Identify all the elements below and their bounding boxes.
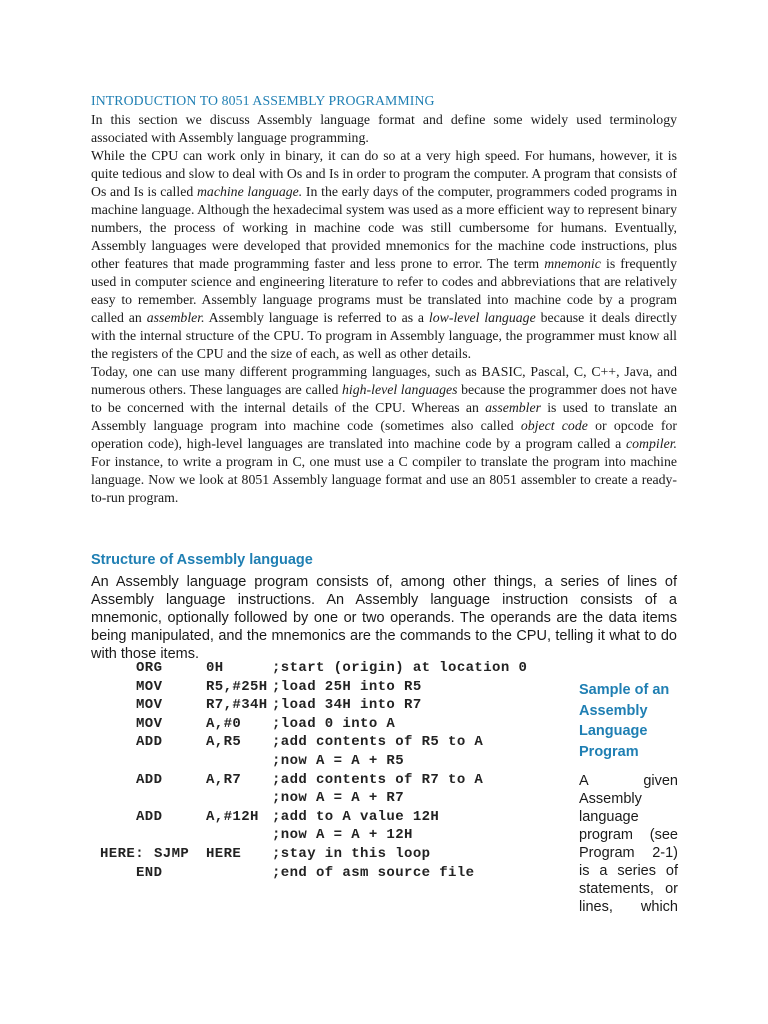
code-comment: ;add contents of R5 to A xyxy=(272,734,484,751)
introduction-body xyxy=(91,111,677,507)
code-operand: A,R5 xyxy=(206,734,242,751)
structure-body xyxy=(91,573,677,663)
intro-paragraph-2: While the CPU can work only in binary, it can do so at a very high speed. For humans, however, it is quite tedious and slow to deal with Os and Is in order to program the computer. A program that consists of Os and Is is called machine language. In the early days of the computer, programmers coded programs in machine language. Although the hexadecimal system was used as a more efficient way to represent binary numbers, the process of working in machine code was still cumbersome for humans. Eventually, Assembly languages were developed that provided mnemonics for the machine code instructions, plus other features that made programming faster and less prone to error. The term mnemonic is frequently used in computer science and engineering literature to refer to codes and abbreviations that are relatively easy to remember. Assembly language programs must be translated into machine code by a program called an assembler. Assembly language is referred to as a low-level language because it deals directly with the internal structure of the CPU. To program in Assembly language, the programmer must know all the registers of the CPU and the size of each, as well as other details. xyxy=(91,148,678,361)
code-mnemonic: MOV xyxy=(136,697,163,714)
code-line xyxy=(118,697,558,716)
code-comment: ;add to A value 12H xyxy=(272,808,440,825)
code-comment: ;load 0 into A xyxy=(272,715,396,732)
code-mnemonic: END xyxy=(136,864,163,881)
sidebar-text-line: Assembly xyxy=(579,791,642,807)
code-mnemonic: SJMP xyxy=(154,845,190,862)
code-mnemonic: MOV xyxy=(136,715,163,732)
sidebar-text-line: lines, which xyxy=(579,899,678,915)
code-comment: ;now A = A + 12H xyxy=(272,827,413,844)
code-mnemonic: ADD xyxy=(136,771,163,788)
sidebar-heading xyxy=(579,680,678,762)
sidebar-heading-line: Assembly xyxy=(579,702,648,719)
sidebar-text-line: Program 2-1) xyxy=(579,845,678,861)
code-comment: ;now A = A + R7 xyxy=(272,790,405,807)
sidebar xyxy=(579,680,678,916)
code-comment: ;load 34H into R7 xyxy=(272,697,422,714)
code-line xyxy=(118,865,558,884)
code-comment: ;add contents of R7 to A xyxy=(272,771,484,788)
sidebar-text-line: program (see xyxy=(579,827,678,843)
structure-paragraph: An Assembly language program consists of, among other things, a series of lines of Assembly language instructions. An Assembly language instruction consists of a mnemonic, optionally followed by one or two operands. The operands are the data items being manipulated, and the mnemonics are the commands to the CPU, telling it what to do with those items. xyxy=(91,574,677,662)
code-comment: ;now A = A + R5 xyxy=(272,752,405,769)
code-operand: A,#12H xyxy=(206,808,259,825)
sidebar-text-line: is a series of xyxy=(579,863,678,879)
code-line xyxy=(118,809,558,828)
code-operand: A,#0 xyxy=(206,715,242,732)
code-operand: 0H xyxy=(206,660,224,676)
code-line xyxy=(118,734,558,753)
code-operand: A,R7 xyxy=(206,771,242,788)
sidebar-text-line: statements, or xyxy=(579,881,678,897)
sidebar-heading-line: Sample of an xyxy=(579,682,670,698)
code-operand: R7,#34H xyxy=(206,697,268,714)
code-operand: R5,#25H xyxy=(206,678,268,695)
assembly-code-listing xyxy=(100,660,558,883)
code-mnemonic: ORG xyxy=(136,660,163,676)
code-operand: HERE xyxy=(206,845,242,862)
sidebar-text-line: A given xyxy=(579,773,678,789)
sidebar-text xyxy=(579,772,678,916)
code-mnemonic: MOV xyxy=(136,678,163,695)
sidebar-text-line: language xyxy=(579,809,639,825)
code-line xyxy=(118,660,558,679)
section-title-introduction: INTRODUCTION TO 8051 ASSEMBLY PROGRAMMING xyxy=(91,93,435,108)
code-line xyxy=(100,845,558,865)
code-comment: ;start (origin) at location 0 xyxy=(272,660,528,676)
code-line xyxy=(118,827,558,846)
section-title-structure: Structure of Assembly language xyxy=(91,552,313,568)
code-line xyxy=(118,716,558,735)
intro-paragraph-3: Today, one can use many different programming languages, such as BASIC, Pascal, C, C++, Java, and numerous others. These languages are called high-level languages because the programmer does not have to be concerned with the internal details of the CPU. Whereas an assembler is used to translate an Assembly language program into machine code (sometimes also called object code or opcode for operation code), high-level languages are translated into machine code by a program called a compiler. For instance, to write a program in C, one must use a C compiler to translate the program into machine language. Now we look at 8051 Assembly language format and use an 8051 assembler to create a ready-to-run program. xyxy=(91,364,677,505)
code-line xyxy=(118,679,558,698)
code-comment: ;load 25H into R5 xyxy=(272,678,422,695)
code-line xyxy=(118,790,558,809)
code-line xyxy=(118,753,558,772)
code-mnemonic: ADD xyxy=(136,734,163,751)
code-label: HERE: xyxy=(100,845,145,862)
sidebar-heading-line: Program xyxy=(579,743,639,760)
code-line xyxy=(118,772,558,791)
sidebar-heading-line: Language xyxy=(579,723,648,739)
intro-paragraph-1: In this section we discuss Assembly language format and define some widely used terminology associated with Assembly language programming. xyxy=(91,112,677,145)
code-comment: ;stay in this loop xyxy=(272,845,431,862)
code-mnemonic: ADD xyxy=(136,808,163,825)
code-comment: ;end of asm source file xyxy=(272,864,475,881)
